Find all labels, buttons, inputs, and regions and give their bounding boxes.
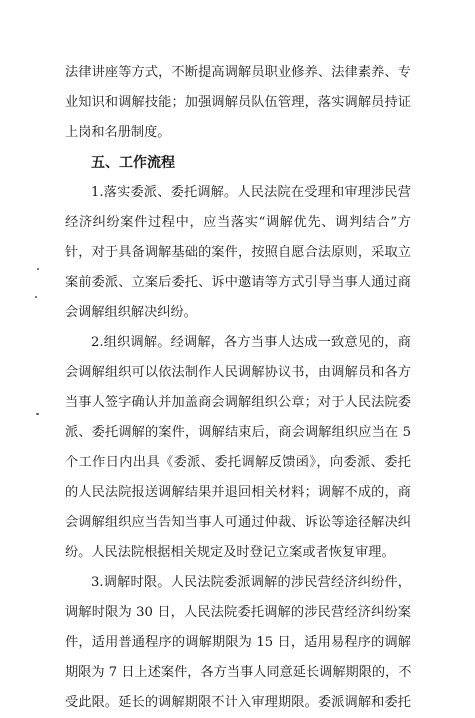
text-line: 派、委托调解的案件，调解结束后，商会调解组织应当在 5: [65, 425, 411, 440]
text-line: 受此限。延长的调解期限不计入审理期限。委派调解和委托: [65, 695, 411, 710]
text-line: 会调解组织可以依法制作人民调解协议书，由调解员和各方: [65, 365, 411, 380]
text-line: 件，适用普通程序的调解期限为 15 日，适用易程序的调解: [65, 635, 411, 650]
text-line: 法律讲座等方式，不断提高调解员职业修养、法律素养、专: [65, 65, 411, 80]
text-line: 当事人签字确认并加盖商会调解组织公章；对于人民法院委: [65, 395, 411, 410]
text-line: 期限为 7 日上述案件，各方当事人同意延长调解期限的，不: [65, 665, 411, 680]
text-line: 经济纠纷案件过程中，应当落实“调解优先、调判结合”方: [65, 215, 411, 230]
scan-speck: [35, 296, 37, 298]
text-line: 纷。人民法院根据相关规定及时登记立案或者恢复审理。: [65, 545, 395, 560]
text-line: 会调解组织解决纠纷。: [65, 305, 197, 320]
scan-speck: [36, 413, 39, 415]
text-line: 调解时限为 30 日，人民法院委托调解的涉民营经济纠纷案: [65, 605, 411, 620]
text-line: 案前委派、立案后委托、诉中邀请等方式引导当事人通过商: [65, 275, 411, 290]
text-line: 业知识和调解技能；加强调解员队伍管理，落实调解员持证: [65, 95, 411, 110]
text-line: 上岗和名册制度。: [65, 125, 171, 140]
text-line: 个工作日内出具《委派、委托调解反馈函》，向委派、委托: [65, 455, 411, 470]
text-line: 3.调解时限。人民法院委派调解的涉民营经济纠纷件，: [91, 575, 411, 590]
text-line: 1.落实委派、委托调解。人民法院在受理和审理涉民营: [91, 185, 411, 200]
text-line: 的人民法院报送调解结果并退回相关材料；调解不成的，商: [65, 485, 411, 500]
text-line: 2.组织调解。经调解，各方当事人达成一致意见的，商: [91, 335, 411, 350]
section-heading: 五、工作流程: [91, 155, 175, 171]
scan-speck: [37, 268, 39, 270]
text-line: 针，对于具备调解基础的案件，按照自愿合法原则，采取立: [65, 245, 411, 260]
text-line: 会调解组织应当告知当事人可通过仲裁、诉讼等途径解决纠: [65, 515, 411, 530]
